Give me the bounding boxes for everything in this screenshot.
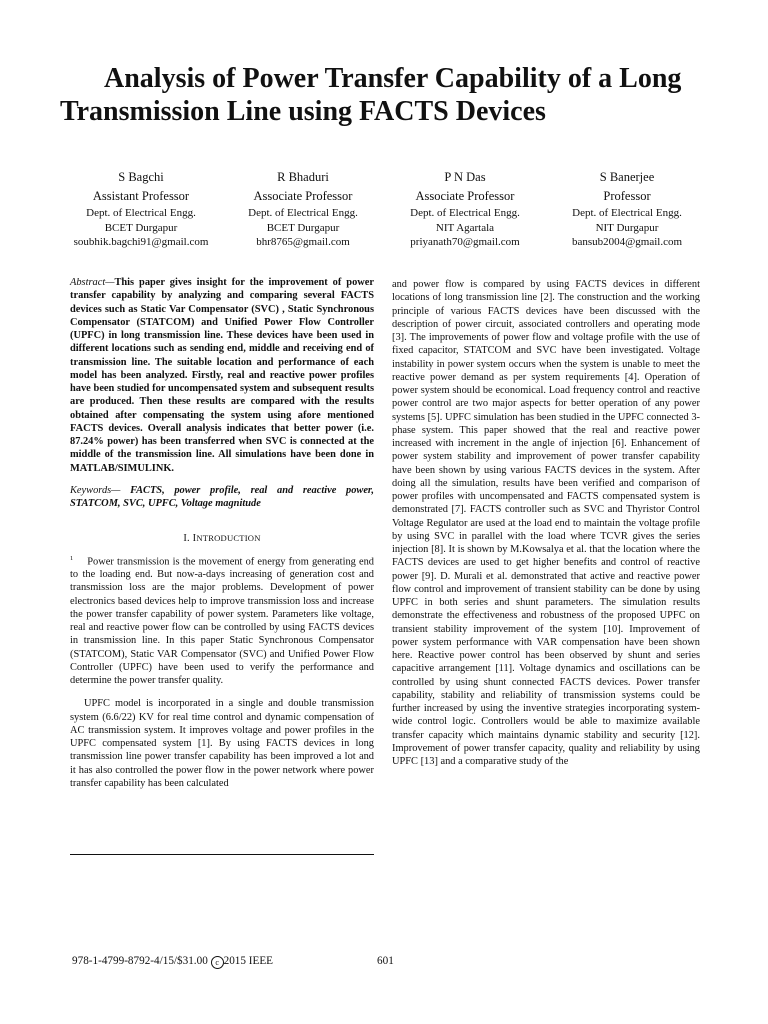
paper-title: Analysis of Power Transfer Capability of a Long Transmission Line using FACTS Devices: [60, 63, 682, 127]
intro-paragraph-2: UPFC model is incorporated in a single and double transmission system (6.6/22) KV for real time control and dynamic compensation of AC transmission system. It improves voltage and power profiles in the UPFC compensated system [1]. By using FACTS devices in long transmission line power transfer capability has been improved a lot and it has also controlled the power flow in the power network where power transfer capability has been calculated: [70, 698, 374, 789]
author-email: bhr8765@gmail.com: [256, 236, 350, 248]
section-first-letter: I: [192, 533, 197, 545]
author-2: [222, 168, 384, 250]
keywords-lead: Keywords—: [70, 484, 121, 496]
author-dept: Dept. of Electrical Engg.: [572, 207, 682, 219]
section-heading: [70, 532, 374, 545]
author-dept: Dept. of Electrical Engg.: [248, 207, 358, 219]
abstract-lead: Abstract—: [70, 277, 115, 288]
author-role: Assistant Professor: [92, 189, 190, 203]
intro-paragraph-1-text: Power transmission is the movement of energy from generating end to the loading end. But now-a-days increasing of generation cost and transmission loss are the major problems. Development of power electronics based devices help to improve transmission loss and increase the power transfer capability of power system. Parameters like voltage, real and reactive power flow can be controlled by using FACTS devices in transmission line. In this paper Static Synchronous Compensator (STATCOM), Static VAR Compensator (SVC) and Unified Power Flow Controller (UPFC) have been used to verify the performance and determine the power transfer quality.: [70, 555, 374, 687]
author-name: S Banerjee: [599, 170, 655, 184]
author-institution: NIT Agartala: [435, 221, 495, 234]
author-1: [60, 168, 222, 250]
abstract: [70, 276, 374, 475]
author-role: Associate Professor: [415, 189, 515, 203]
author-email: soubhik.bagchi91@gmail.com: [73, 236, 209, 248]
footer-isbn: [72, 955, 273, 969]
author-institution: NIT Durgapur: [595, 221, 659, 234]
author-role: Associate Professor: [253, 189, 353, 203]
right-column: [392, 278, 700, 768]
keywords-text: FACTS, power profile, real and reactive power, STATCOM, SVC, UPFC, Voltage magnitude: [70, 484, 374, 509]
page-number: 601: [377, 955, 394, 967]
copyright-icon: c: [211, 956, 224, 969]
author-institution: BCET Durgapur: [266, 221, 340, 234]
author-block: [60, 168, 708, 250]
author-role: Professor: [603, 189, 651, 203]
right-column-paragraph: and power flow is compared by using FACTS devices in different locations of long transmission line [2]. The construction and the working principle of various FACTS devices have been discussed with the description of power circuit, associated controllers and operating mode [3]. The improvements of power flow and voltage profile with the use of fixed capacitor, STATCOM and SVC have been investigated. Voltage instability in power system occurs when the system is unable to meet the reactive power demand as per system requirements [4]. Operation of power system should be economical. Load frequency control and reactive power control are two major aspects for better operation of any power systems [5]. UPFC simulation has been studied in the UPFC connected 3-phase system. This paper showed that the real and reactive power increased with increment in the angle of injection [6]. Enhancement of power system stability and improvement of power transfer capability have been shown by using various FACTS devices in the system. After doing all the simulation, results have been verified and comparison of power profiles with uncompensated and FACTS compensated system is demonstrated [7]. FACTS controller such as SVC and Thyristor Control Voltage Regulator are used at the load end to maintain the voltage profile by using SVC in parallel with the load where TCVR gives the series injection [8]. It is shown by M.Kowsalya et al. that the location where the FACTS devices are used to get higher benefits and control of reactive power [9]. D. Murali et al. demonstrated that active and reactive power flow control and improvement of transient stability can be done by using UPFC in both series and shunt parameters. The simulation results demonstrate the effectiveness and robustness of the proposed UPFC on transient stability improvement of the system [10]. Improvement of power system performance with VAR compensation have been shown here. Reactive power control has been observed by shunt and series capacitive arrangement [11]. Voltage dynamics and oscillations can be controlled by using shunt connected FACTS devices. Power transfer capability, stability and reliability of transmission systems could be further increased by using the inventive strategies incorporating system-wide control logic. Controllers would be able to maximize available transfer capacity which maintains dynamic stability and security [12]. Improvement of power transfer capacity, quality and reliability by using UPFC [13] and a comparative study of the: [392, 279, 700, 767]
author-dept: Dept. of Electrical Engg.: [86, 207, 196, 219]
section-rest: NTRODUCTION: [196, 533, 261, 544]
author-email: priyanath70@gmail.com: [410, 236, 520, 248]
author-name: R Bhaduri: [277, 170, 329, 184]
author-4: [546, 168, 708, 250]
left-column: [70, 276, 374, 790]
intro-paragraph-1: [70, 552, 374, 688]
isbn-text: 978-1-4799-8792-4/15/$31.00: [72, 955, 208, 967]
abstract-text: This paper gives insight for the improvement of power transfer capability by analyzing and comparing several FACTS devices such as Static Var Compensator (SVC) , Static Synchronous Compensator (STATCOM) and Unified Power Flow Controller (UPFC) in long transmission line. These devices have been used in different locations such as sending end, middle and receiving end of transmission line. The suitable location and performance of each model has been analyzed. Firstly, real and reactive power profiles have been studied for uncompensated system and subsequent results are produced. Then these results are compared with the results obtained after compensating the system using afore mentioned FACTS devices. Overall analysis indicates that better power (i.e. 87.24% power) has been transferred when SVC is connected at the middle of the transmission line. All simulations have been done in MATLAB/SIMULINK.: [70, 277, 374, 474]
author-3: [384, 168, 546, 250]
footnote-rule: [70, 854, 374, 855]
author-email: bansub2004@gmail.com: [571, 236, 683, 248]
keywords: [70, 484, 374, 511]
footnote-mark: 1: [70, 554, 74, 562]
author-institution: BCET Durgapur: [104, 221, 178, 234]
copyright-year: 2015 IEEE: [223, 955, 273, 967]
author-name: S Bagchi: [118, 170, 164, 184]
author-name: P N Das: [444, 170, 486, 184]
section-number: I.: [183, 533, 190, 545]
author-dept: Dept. of Electrical Engg.: [410, 207, 520, 219]
